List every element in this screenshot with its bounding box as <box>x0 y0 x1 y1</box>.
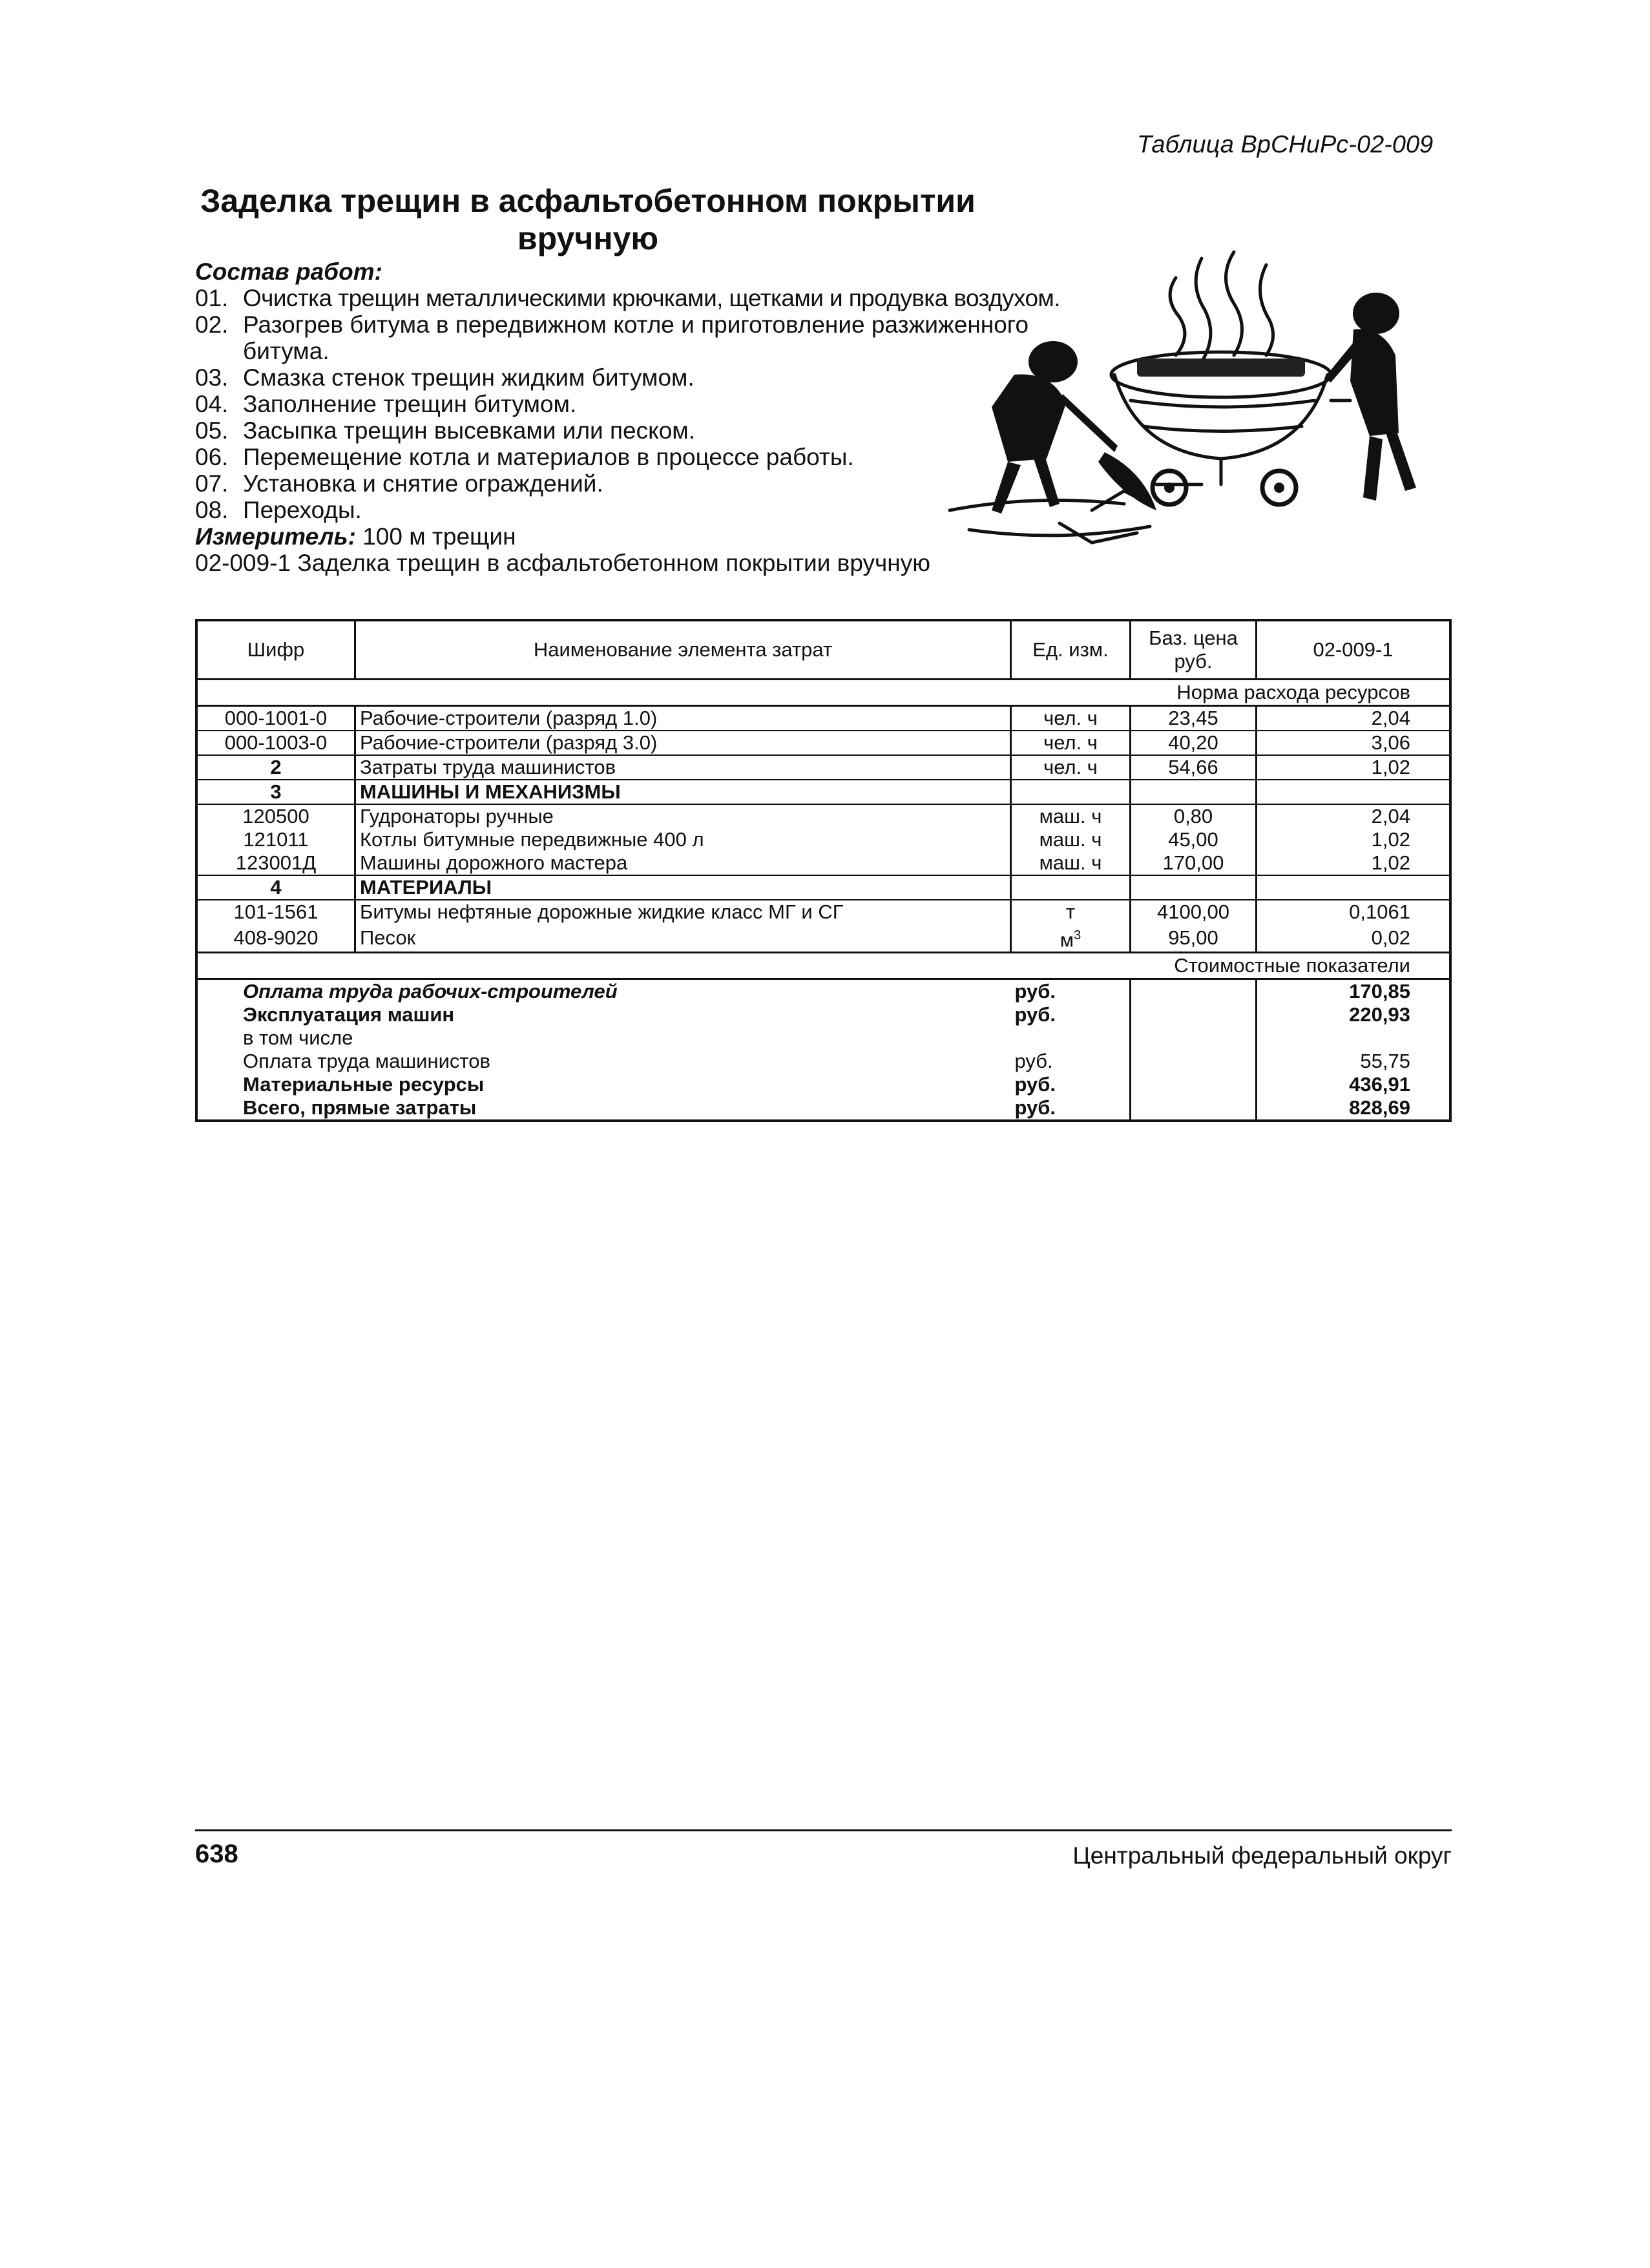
row-code: 000-1003-0 <box>196 731 355 755</box>
row-unit: чел. ч <box>1011 731 1131 755</box>
row-price: 45,00 <box>1131 828 1257 851</box>
section-row <box>196 875 1450 900</box>
row-name: Рабочие-строители (разряд 3.0) <box>355 731 1011 755</box>
table-row <box>196 755 1450 780</box>
summary-row <box>196 1050 1450 1073</box>
row-unit <box>1011 924 1131 953</box>
band-row <box>196 680 1450 706</box>
summary-unit: руб. <box>1011 1073 1131 1096</box>
row-code: 121011 <box>196 828 355 851</box>
row-price: 0,80 <box>1131 804 1257 828</box>
header-price-line2: руб. <box>1174 650 1213 672</box>
header-price-line1: Баз. цена <box>1149 627 1238 649</box>
row-code: 408-9020 <box>196 924 355 953</box>
footer-divider <box>195 1829 1452 1831</box>
summary-unit: руб. <box>1011 1050 1131 1073</box>
row-name: Рабочие-строители (разряд 1.0) <box>355 706 1011 731</box>
workers-illustration <box>930 239 1454 562</box>
work-item-number: 04. <box>195 391 229 417</box>
summary-unit: руб. <box>1011 1096 1131 1121</box>
band-resources: Норма расхода ресурсов <box>196 680 1450 706</box>
row-price: 95,00 <box>1131 924 1257 953</box>
summary-value: 170,85 <box>1349 980 1410 1003</box>
table-id: Таблица ВрСНиРс-02-009 <box>1137 131 1434 158</box>
row-code: 120500 <box>196 804 355 828</box>
region-label: Центральный федеральный округ <box>1072 1842 1452 1869</box>
row-price: 4100,00 <box>1131 900 1257 924</box>
measure-value: 100 м трещин <box>362 523 516 550</box>
row-name: Машины дорожного мастера <box>355 851 1011 875</box>
work-item-text: Переходы. <box>243 497 362 523</box>
unit-superscript: 3 <box>1074 928 1081 942</box>
work-item-number: 01. <box>195 285 229 311</box>
row-unit: чел. ч <box>1011 755 1131 780</box>
row-norm: 2,04 <box>1257 706 1451 731</box>
title-line-2: вручную <box>517 220 659 256</box>
unit-base: м <box>1060 928 1074 952</box>
summary-name: Оплата труда машинистов <box>243 1050 490 1073</box>
work-item-number: 08. <box>195 497 229 523</box>
row-price: 40,20 <box>1131 731 1257 755</box>
work-item-text: Смазка стенок трещин жидким битумом. <box>243 364 694 391</box>
row-unit: т <box>1011 900 1131 924</box>
row-unit: чел. ч <box>1011 706 1131 731</box>
summary-row <box>196 979 1450 1004</box>
row-norm: 3,06 <box>1257 731 1451 755</box>
code-line: 02-009-1 Заделка трещин в асфальтобетонном покрытии вручную <box>195 550 930 576</box>
summary-name: Материальные ресурсы <box>243 1073 485 1096</box>
page-title <box>155 182 1021 257</box>
title-line-1: Заделка трещин в асфальтобетонном покрытии <box>200 183 976 219</box>
summary-row <box>196 1073 1450 1096</box>
header-code: Шифр <box>196 620 355 680</box>
row-code: 101-1561 <box>196 900 355 924</box>
work-item-number: 06. <box>195 444 229 470</box>
summary-name: Эксплуатация машин <box>243 1003 455 1026</box>
row-norm: 0,1061 <box>1349 900 1410 923</box>
row-unit: маш. ч <box>1011 828 1131 851</box>
band-row <box>196 953 1450 979</box>
header-norm: 02-009-1 <box>1257 620 1451 680</box>
row-name: Гудронаторы ручные <box>355 804 1011 828</box>
summary-value: 828,69 <box>1349 1096 1410 1119</box>
table-row <box>196 924 1450 953</box>
table-row <box>196 900 1450 924</box>
row-price: 54,66 <box>1131 755 1257 780</box>
work-item-text: Перемещение котла и материалов в процессе работы. <box>243 444 854 470</box>
table-row <box>196 731 1450 755</box>
row-norm: 2,04 <box>1371 805 1410 827</box>
work-item-number: 07. <box>195 470 229 497</box>
summary-row <box>196 1026 1450 1050</box>
work-item-number: 03. <box>195 364 229 391</box>
row-norm: 1,02 <box>1257 851 1451 875</box>
header-name: Наименование элемента затрат <box>355 620 1011 680</box>
header-price <box>1131 620 1257 680</box>
section-row <box>196 780 1450 804</box>
header-unit: Ед. изм. <box>1011 620 1131 680</box>
summary-row <box>196 1096 1450 1121</box>
summary-value: 55,75 <box>1360 1050 1410 1073</box>
summary-unit: руб. <box>1011 1003 1131 1026</box>
table-row <box>196 851 1450 875</box>
summary-value: 220,93 <box>1349 1003 1410 1026</box>
table-row <box>196 706 1450 731</box>
work-item-text: Заполнение трещин битумом. <box>243 391 577 417</box>
row-code: 123001Д <box>196 851 355 875</box>
band-costs: Стоимостные показатели <box>196 953 1450 979</box>
summary-value: 436,91 <box>1349 1073 1410 1096</box>
page-number: 638 <box>195 1840 238 1868</box>
row-code: 000-1001-0 <box>196 706 355 731</box>
section-code: 3 <box>196 780 355 804</box>
summary-name: Всего, прямые затраты <box>243 1096 477 1119</box>
work-item-text: Засыпка трещин высевками или песком. <box>243 417 696 444</box>
row-price: 170,00 <box>1131 851 1257 875</box>
work-item-number: 02. <box>195 311 229 338</box>
cost-table <box>195 619 1452 1122</box>
section-name: МАТЕРИАЛЫ <box>355 875 1011 900</box>
row-norm: 0,02 <box>1257 924 1451 953</box>
row-name: Затраты труда машинистов <box>355 755 1011 780</box>
measure-label: Измеритель: <box>195 523 356 550</box>
table-row <box>196 804 1450 828</box>
work-item-text: Разогрев битума в передвижном котле и приготовление разжиженного битума. <box>243 311 1029 364</box>
row-unit: маш. ч <box>1011 804 1131 828</box>
row-unit: маш. ч <box>1011 851 1131 875</box>
section-name: МАШИНЫ И МЕХАНИЗМЫ <box>355 780 1011 804</box>
summary-name: в том числе <box>243 1026 353 1050</box>
row-name: Котлы битумные передвижные 400 л <box>355 828 1011 851</box>
row-code: 2 <box>196 755 355 780</box>
work-label: Состав работ: <box>195 258 382 285</box>
row-norm: 1,02 <box>1371 828 1410 851</box>
row-norm: 1,02 <box>1257 755 1451 780</box>
work-item-number: 05. <box>195 417 229 444</box>
row-name: Песок <box>355 924 1011 953</box>
section-code: 4 <box>196 875 355 900</box>
work-item-text: Установка и снятие ограждений. <box>243 470 603 497</box>
table-header-row <box>196 620 1450 680</box>
table-row <box>196 828 1450 851</box>
summary-name: Оплата труда рабочих-строителей <box>243 980 618 1003</box>
work-item-text: Очистка трещин металлическими крючками, щетками и продувка воздухом. <box>243 285 1060 311</box>
summary-unit: руб. <box>1011 979 1131 1004</box>
summary-row <box>196 1003 1450 1026</box>
row-name: Битумы нефтяные дорожные жидкие класс МГ и СГ <box>355 900 1011 924</box>
row-price: 23,45 <box>1131 706 1257 731</box>
